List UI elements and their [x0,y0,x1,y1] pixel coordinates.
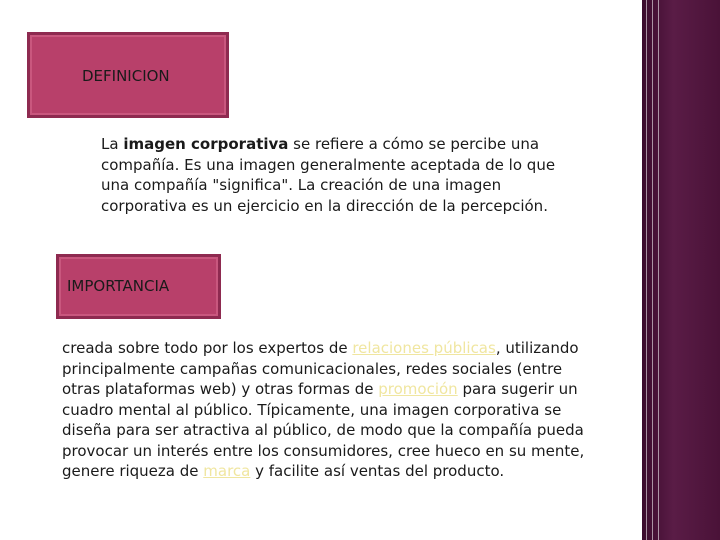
importance-text-3: para sugerir un cuadro mental al público. Típicamente, una imagen corporativa se diseña para ser atractiva al público, de modo que la compañía pueda provocar un interés entre los consumidores, cree hueco en su mente, genere riqueza de [62,380,585,480]
link-relaciones-publicas[interactable]: relaciones públicas [352,339,496,357]
link-marca[interactable]: marca [203,462,251,480]
definition-text-after: se refiere a cómo se percibe una compañía. Es una imagen generalmente aceptada de lo que una compañía "significa". La creación de una imagen corporativa es un ejercicio en la dirección de la percepción. [101,135,556,215]
definition-bold-term: imagen corporativa [123,135,289,153]
importance-text-2: , utilizando principalmente campañas comunicacionales, redes sociales (entre otras plataformas web) y otras formas de [62,339,579,398]
link-promocion[interactable]: promoción [378,380,458,398]
definition-heading: DEFINICION [82,67,170,85]
decorative-sidebar [642,0,720,540]
importance-text-4: y facilite así ventas del producto. [250,462,505,480]
importance-heading-box [56,254,221,319]
definition-heading-box [27,32,229,118]
importance-text-1: creada sobre todo por los expertos de [62,339,353,357]
definition-text-before: La [101,135,124,153]
definition-paragraph [101,134,581,216]
importance-heading: IMPORTANCIA [67,277,170,295]
importance-paragraph [62,338,602,482]
